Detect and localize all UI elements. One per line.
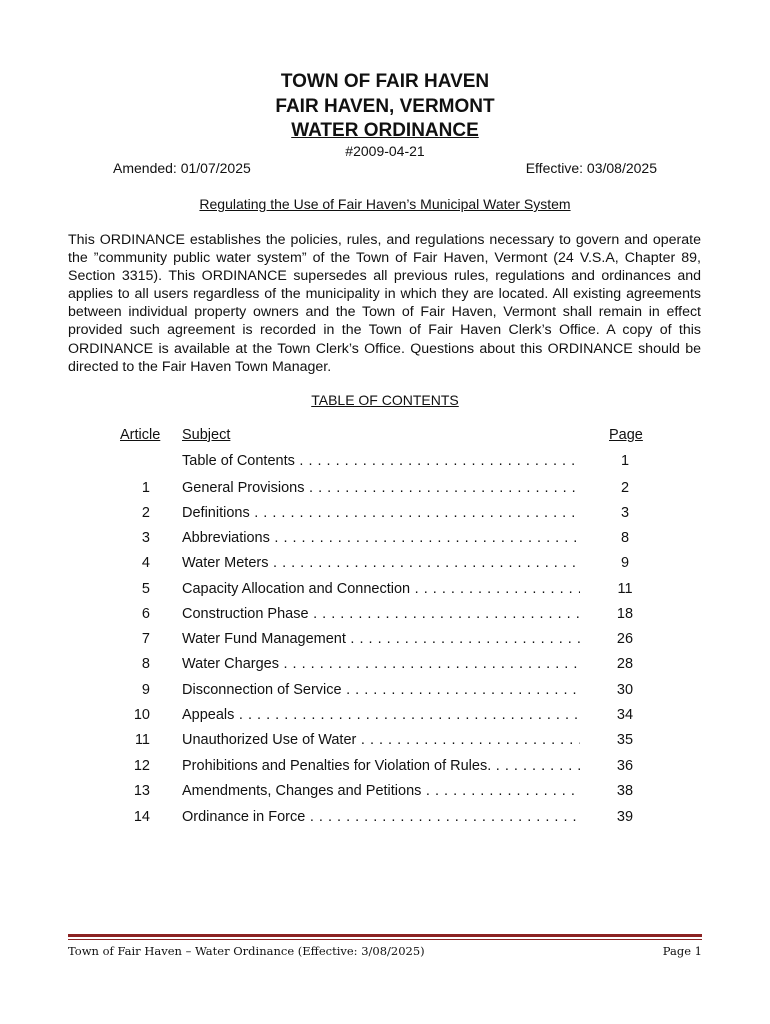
toc-article: 4 bbox=[141, 555, 150, 571]
toc-article: 1 bbox=[141, 480, 150, 496]
toc-subject: Amendments, Changes and Petitions . . . bbox=[182, 783, 580, 799]
toc-subject: Table of Contents . . . bbox=[182, 453, 580, 469]
toc-article: 12 bbox=[133, 758, 150, 774]
toc-row bbox=[0, 480, 770, 500]
toc-subject: Capacity Allocation and Connection . . . bbox=[182, 581, 580, 597]
toc-page: 1 bbox=[620, 453, 630, 469]
footer-rule-thin bbox=[68, 939, 702, 940]
toc-article: 7 bbox=[141, 631, 150, 647]
toc-row bbox=[0, 758, 770, 778]
ordinance-number: #2009-04-21 bbox=[345, 143, 425, 159]
toc-page: 28 bbox=[616, 656, 634, 672]
toc-article: 2 bbox=[141, 505, 150, 521]
toc-page: 38 bbox=[616, 783, 634, 799]
toc-row bbox=[0, 606, 770, 626]
toc-subject: Water Fund Management . . . bbox=[182, 631, 580, 647]
state-title: FAIR HAVEN, VERMONT bbox=[275, 96, 495, 117]
footer-page-number: Page 1 bbox=[662, 944, 702, 958]
footer-document-label: Town of Fair Haven – Water Ordinance (Effective: 3/08/2025) bbox=[68, 944, 425, 958]
toc-subject: Definitions . . . bbox=[182, 505, 580, 521]
toc-row bbox=[0, 809, 770, 829]
toc-subject: Appeals . . . bbox=[182, 707, 580, 723]
toc-row bbox=[0, 530, 770, 550]
toc-page: 36 bbox=[616, 758, 634, 774]
toc-page: 2 bbox=[620, 480, 630, 496]
toc-article: 5 bbox=[141, 581, 150, 597]
effective-date: Effective: 03/08/2025 bbox=[525, 160, 657, 176]
toc-article: 11 bbox=[134, 732, 150, 748]
toc-subject: Ordinance in Force . . . bbox=[182, 809, 580, 825]
toc-article: 9 bbox=[141, 682, 150, 698]
toc-page: 34 bbox=[616, 707, 634, 723]
toc-header-article: Article bbox=[120, 427, 161, 443]
toc-page: 11 bbox=[617, 581, 633, 597]
footer-rule-thick bbox=[68, 934, 702, 937]
ordinance-subtitle: Regulating the Use of Fair Haven’s Municipal Water System bbox=[199, 196, 571, 212]
toc-page: 35 bbox=[616, 732, 634, 748]
toc-subject: Abbreviations . . . bbox=[182, 530, 580, 546]
toc-row bbox=[0, 732, 770, 752]
toc-article: 10 bbox=[133, 707, 150, 723]
toc-header-subject: Subject bbox=[182, 427, 231, 443]
toc-row bbox=[0, 631, 770, 651]
toc-page: 3 bbox=[620, 505, 630, 521]
intro-paragraph: This ORDINANCE establishes the policies, rules, and regulations necessary to govern and operate the ”community public water system” of the Town of Fair Haven, Vermont (24 V.S.A, Chapter 89, Section 3315). This ORDINANCE supersedes all previous rules, regulations and ordinances and applies to all users regardless of the municipality in which they are located. All existing agreements between individual property owners and the Town of Fair Haven, Vermont shall remain in effect provided such agreement is recorded in the Town of Fair Haven Clerk’s Office. A copy of this ORDINANCE is available at the Town Clerk’s Office. Questions about this ORDINANCE should be directed to the Fair Haven Town Manager. bbox=[68, 232, 701, 375]
toc-page: 39 bbox=[616, 809, 634, 825]
toc-subject: Construction Phase . . . bbox=[182, 606, 580, 622]
toc-row bbox=[0, 505, 770, 525]
town-title: TOWN OF FAIR HAVEN bbox=[280, 71, 490, 92]
toc-article: 3 bbox=[141, 530, 150, 546]
toc-header-page: Page bbox=[609, 427, 643, 443]
toc-row bbox=[0, 682, 770, 702]
toc-page: 8 bbox=[620, 530, 630, 546]
toc-subject: Prohibitions and Penalties for Violation of Rules. . . . bbox=[182, 758, 580, 774]
toc-page: 9 bbox=[620, 555, 630, 571]
toc-row bbox=[0, 581, 770, 601]
toc-title: TABLE OF CONTENTS bbox=[311, 392, 459, 408]
toc-subject: Unauthorized Use of Water . . . bbox=[182, 732, 580, 748]
toc-row bbox=[0, 656, 770, 676]
toc-row bbox=[0, 783, 770, 803]
toc-article: 14 bbox=[133, 809, 150, 825]
toc-subject: Water Meters . . . bbox=[182, 555, 580, 571]
toc-row bbox=[0, 555, 770, 575]
toc-article: 13 bbox=[133, 783, 150, 799]
toc-subject: Disconnection of Service . . . bbox=[182, 682, 580, 698]
amended-date: Amended: 01/07/2025 bbox=[113, 160, 251, 176]
toc-article: 8 bbox=[141, 656, 150, 672]
toc-row bbox=[0, 453, 770, 473]
toc-page: 30 bbox=[616, 682, 634, 698]
toc-article: 6 bbox=[141, 606, 150, 622]
toc-page: 18 bbox=[616, 606, 634, 622]
toc-row bbox=[0, 707, 770, 727]
document-title: WATER ORDINANCE bbox=[291, 120, 479, 141]
toc-page: 26 bbox=[616, 631, 634, 647]
toc-subject: General Provisions . . . bbox=[182, 480, 580, 496]
toc-subject: Water Charges . . . bbox=[182, 656, 580, 672]
